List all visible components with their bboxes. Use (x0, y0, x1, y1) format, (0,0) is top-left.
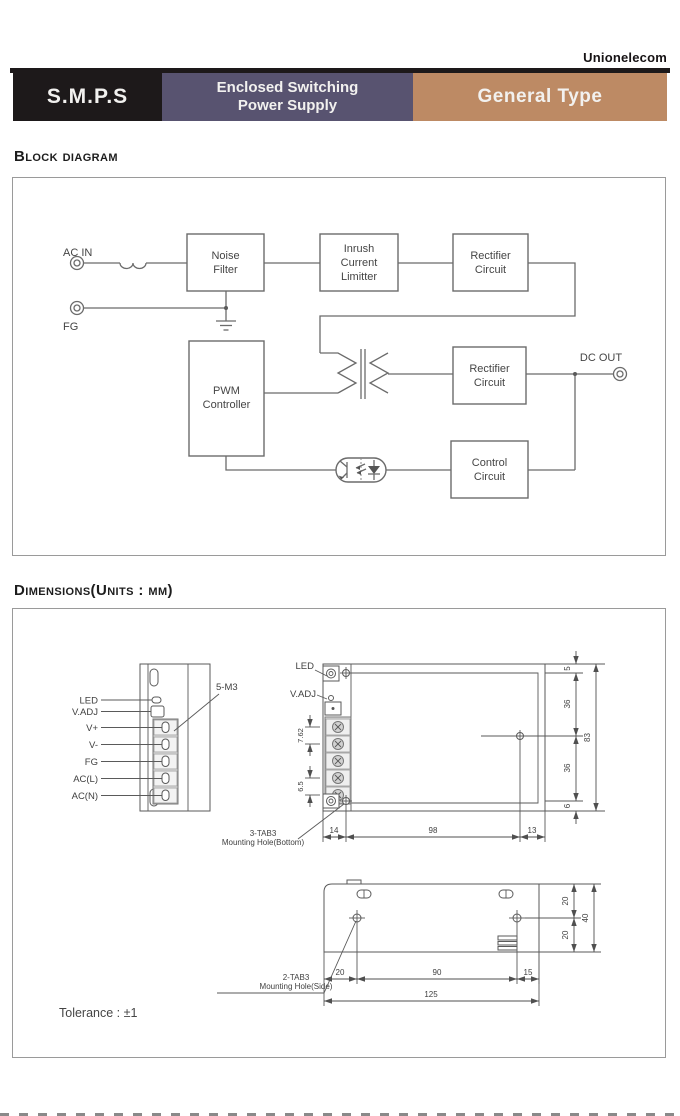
rectifier1-label: Circuit (474, 264, 507, 276)
led-label: LED (79, 695, 98, 707)
front-view (72, 664, 238, 811)
top-terminal-screws (326, 719, 350, 803)
block-pwm-controller (189, 341, 264, 456)
control-label: Circuit (473, 471, 506, 483)
fuse-icon (120, 263, 146, 269)
ground-icon (216, 321, 236, 330)
banner-type (413, 73, 667, 121)
junction-dot (573, 372, 577, 376)
top-led-label: LED (295, 661, 314, 672)
banner-product (162, 73, 413, 121)
dim-14: 14 (329, 826, 339, 835)
top-left-dims (296, 715, 320, 807)
junction-dot (224, 306, 228, 310)
dim-36-upper: 36 (563, 699, 572, 709)
banner-product-line2: Power Supply (237, 97, 338, 114)
ac-in-label: AC IN (63, 247, 93, 259)
dc-out-terminal-icon (614, 368, 627, 381)
block-inrush-limiter (320, 234, 398, 291)
brand-logo-text: Unionelecom (583, 50, 667, 65)
side-mount-note: 2-TAB3 (282, 973, 310, 982)
control-label: Control (471, 457, 508, 469)
fg-label: FG (63, 321, 79, 333)
circuit-wires (83, 263, 613, 470)
noise-filter-label: Filter (213, 264, 238, 276)
dim-125: 125 (424, 990, 438, 999)
dimensions-drawing (13, 609, 665, 1057)
dim-20-bottom: 20 (561, 930, 570, 940)
vadj-label: V.ADJ (71, 707, 98, 718)
dim-5: 5 (563, 666, 572, 671)
dim-7-62: 7.62 (296, 728, 305, 743)
dim-20-left: 20 (335, 968, 345, 977)
vent-slots (498, 936, 517, 950)
tolerance-note: Tolerance : ±1 (59, 1006, 138, 1020)
block-noise-filter (187, 234, 264, 291)
ac-n-label: AC(N) (71, 791, 98, 802)
fg-label: FG (84, 757, 98, 768)
led-hole (327, 669, 336, 678)
dim-13: 13 (527, 826, 537, 835)
block-diagram-panel (12, 177, 666, 556)
vplus-label: V+ (86, 723, 98, 734)
block-control-circuit (451, 441, 528, 498)
inrush-label: Limitter (340, 271, 378, 283)
rectifier2-label: Circuit (473, 377, 506, 389)
inrush-label: Inrush (343, 243, 375, 255)
vadj-window (151, 706, 164, 717)
fg-terminal-icon (71, 302, 84, 315)
dim-36-lower: 36 (563, 763, 572, 773)
banner-type-label: General Type (477, 86, 603, 107)
dim-98: 98 (428, 826, 438, 835)
banner-smps (13, 73, 162, 121)
inrush-label: Current (340, 257, 378, 269)
dim-6: 6 (563, 803, 572, 809)
optocoupler-icon (336, 458, 386, 482)
banner-smps-label: S.M.P.S (46, 85, 129, 108)
block-rectifier-2 (453, 347, 526, 404)
led-window (152, 697, 161, 703)
vminus-label: V- (89, 740, 98, 751)
top-view (222, 651, 605, 847)
top-right-dims (545, 651, 605, 824)
top-vadj-label: V.ADJ (289, 689, 316, 700)
dim-6-5: 6.5 (296, 781, 305, 792)
side-view (217, 880, 601, 1006)
dim-83: 83 (583, 733, 592, 742)
vadj-hole (329, 696, 334, 701)
pwm-label: Controller (202, 399, 251, 411)
bottom-mount-note: Mounting Hole(Bottom) (221, 838, 305, 847)
banner-product-line1: Enclosed Switching (216, 79, 359, 96)
dim-20-top: 20 (561, 896, 570, 906)
block-diagram-heading: Block diagram (14, 148, 118, 165)
block-rectifier-1 (453, 234, 528, 291)
ac-l-label: AC(L) (73, 774, 98, 785)
dim-15: 15 (523, 968, 533, 977)
dim-90: 90 (432, 968, 442, 977)
block-diagram-drawing (13, 178, 665, 555)
rectifier2-label: Rectifier (469, 363, 510, 375)
dc-out-label: DC OUT (579, 352, 623, 364)
pwm-label: PWM (213, 385, 240, 397)
noise-filter-label: Noise (211, 250, 240, 262)
bottom-mount-note: 3-TAB3 (249, 829, 277, 838)
rectifier1-label: Rectifier (470, 250, 511, 262)
dimensions-heading: Dimensions(Units : mm) (14, 582, 173, 599)
transformer-icon (320, 349, 388, 399)
dim-40: 40 (581, 913, 590, 923)
side-mount-note: Mounting Hole(Side) (259, 982, 333, 991)
dimensions-panel (12, 608, 666, 1058)
screw-note-label: 5-M3 (216, 682, 238, 693)
